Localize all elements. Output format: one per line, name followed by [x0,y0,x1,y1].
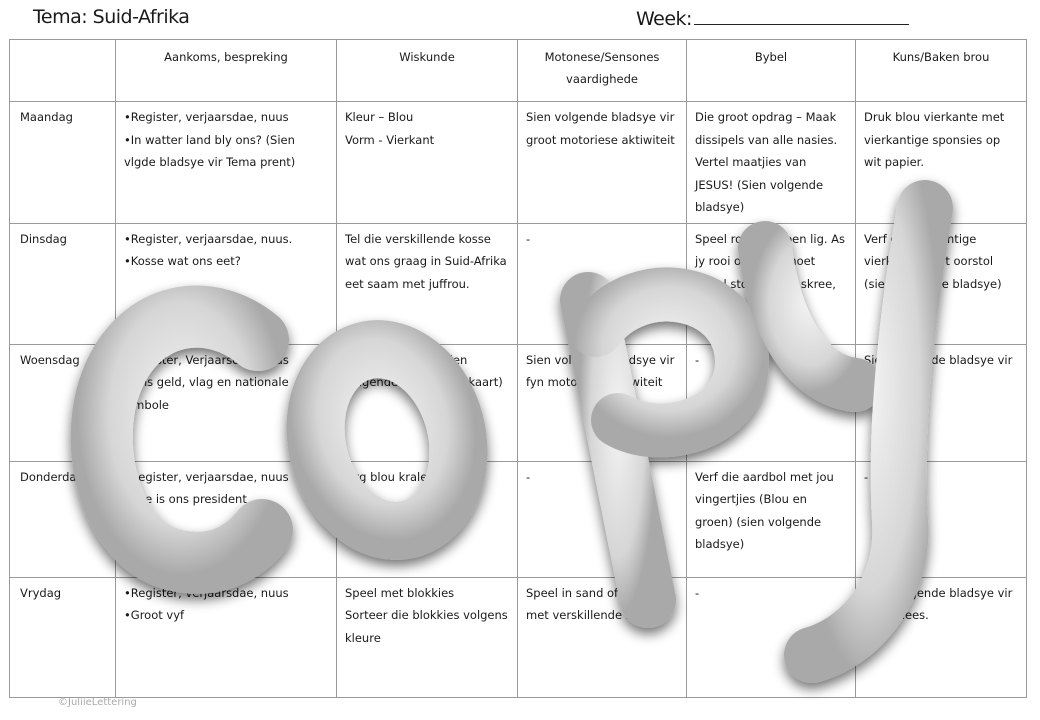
table-cell: Sien volgende bladsye vir kuns idees. [856,577,1027,697]
table-cell: •Register, verjaarsdae, nuus. •Kosse wat ons eet? [116,223,337,344]
table-cell: •Register, verjaarsdae, nuus •In watter land bly ons? (Sien vlgde bladsye vir Tema prent) [116,102,337,224]
table-row [10,344,1027,461]
table-cell: Sien volgende bladsye vir [856,344,1027,461]
column-header-motor-skills: Motonese/Sensones vaardighede [518,40,687,102]
table-cell: Speel rooi lig groen lig. As jy rooi opmerk, moet almal stop. Groen skree, dan alle beweeg [687,223,856,344]
table-cell: Verf die vierkantige vierkant op wit oorstol (sien volgende bladsye) [856,223,1027,344]
table-cell: Druk blou vierkante met vierkantige sponsies op wit papier. [856,102,1027,224]
table-cell: Teken vierkante (sien volgende bladsye vir kaart) [337,344,518,461]
day-label: Woensdag [10,344,116,461]
table-cell: Verf die aardbol met jou vingertjies (Blou en groen) (sien volgende bladsye) [687,461,856,577]
column-header-arrival: Aankoms, bespreking [116,40,337,102]
day-label: Vrydag [10,577,116,697]
table-row [10,223,1027,344]
week-label: Week: [636,8,692,30]
table-cell: Die groot opdrag – Maak dissipels van alle nasies. Vertel maatjies van JESUS! (Sien volgende bladsye) [687,102,856,224]
day-label: Maandag [10,102,116,224]
page-title: Tema: Suid-Afrika [33,6,190,28]
table-cell: - [518,223,687,344]
table-cell: - [687,577,856,697]
table-row [10,577,1027,697]
table-cell: Ryg blou krale of pasta [337,461,518,577]
table-cell: •Register, verjaarsdae, nuus •Groot vyf [116,577,337,697]
table-header-row [10,40,1027,102]
table-cell: Kleur – Blou Vorm - Vierkant [337,102,518,224]
week-blank-line [694,10,909,25]
table-row [10,102,1027,224]
column-header-math: Wiskunde [337,40,518,102]
column-header-day [10,40,116,102]
table-cell: Sien volgende bladsye vir groot motoriese aktiwiteit [518,102,687,224]
table-cell: Speel in sand of water met verskillende houers [518,577,687,697]
column-header-bible: Bybel [687,40,856,102]
table-row [10,461,1027,577]
weekly-plan-table [9,39,1027,698]
table-cell: Tel die verskillende kosse wat ons graag in Suid-Afrika eet saam met juffrou. [337,223,518,344]
week-field [636,8,909,30]
table-cell: - [687,344,856,461]
table-cell: - [518,461,687,577]
table-cell: - [856,461,1027,577]
table-cell: •Register, verjaarsdae, nuus •Wie is ons president [116,461,337,577]
table-cell: Sien volgende bladsye vir fyn motoriese aktiwiteit [518,344,687,461]
table-cell: Speel met blokkies Sorteer die blokkies volgens kleure [337,577,518,697]
footer-credit: ©JuliieLettering [58,697,137,708]
day-label: Donderdag [10,461,116,577]
table-cell: •Register, Verjaarsdae, nuus •Ons geld, vlag en nationale simbole [116,344,337,461]
day-label: Dinsdag [10,223,116,344]
column-header-art: Kuns/Baken brou [856,40,1027,102]
